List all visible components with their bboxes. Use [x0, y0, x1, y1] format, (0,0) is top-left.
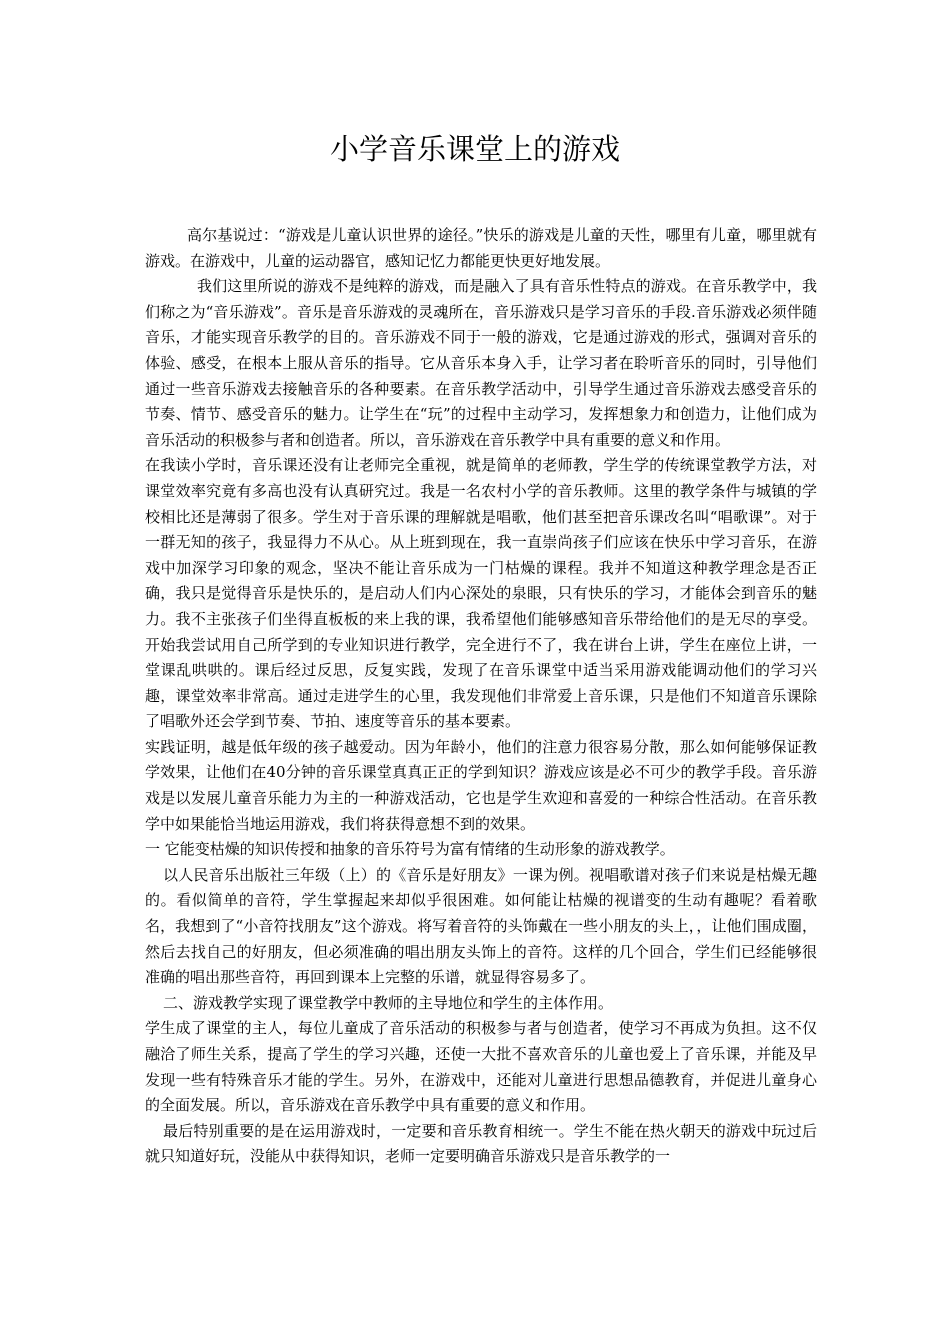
section-heading-1: 一 它能变枯燥的知识传授和抽象的音乐符号为富有情绪的生动形象的游戏教学。: [145, 840, 675, 859]
section-heading-2: 二、游戏教学实现了课堂教学中教师的主导地位和学生的主体作用。: [163, 993, 614, 1012]
paragraph-4: 实践证明，越是低年级的孩子越爱动。因为年龄小，他们的注意力很容易分散，那么如何能够保证教学效果，让他们在40分钟的音乐课堂真真正正的学到知识？游戏应该是必不可少的教学手段。音乐游戏是以发展儿童音乐能力为主的一种游戏活动，它也是学生欢迎和喜爱的一种综合性活动。在音乐教学中如果能恰当地运用游戏，我们将获得意想不到的效果。: [145, 737, 817, 833]
paragraph-6: 学生成了课堂的主人，每位儿童成了音乐活动的积极参与者与创造者，使学习不再成为负担。这不仅融洽了师生关系，提高了学生的学习兴趣，还使一大批不喜欢音乐的儿童也爱上了音乐课，并能及早发现一些有特殊音乐才能的学生。另外，在游戏中，还能对儿童进行思想品德教育，并促进儿童身心的全面发展。所以，音乐游戏在音乐教学中具有重要的意义和作用。: [145, 1019, 817, 1115]
paragraph-1: 高尔基说过：“游戏是儿童认识世界的途径。”快乐的游戏是儿童的天性，哪里有儿童，哪里就有游戏。在游戏中，儿童的运动器官，感知记忆力都能更快更好地发展。: [145, 226, 817, 270]
paragraph-5: 以人民音乐出版社三年级（上）的《音乐是好朋友》一课为例。视唱歌谱对孩子们来说是枯燥无趣的。看似简单的音符，学生掌握起来却似乎很困难。如何能让枯燥的视谱变的生动有趣呢？看着歌名，我想到了“小音符找朋友”这个游戏。将写着音符的头饰戴在一些小朋友的头上，，让他们围成圈，然后去找自己的好朋友，但必须准确的唱出朋友头饰上的音符。这样的几个回合，学生们已经能够很准确的唱出那些音符，再回到课本上完整的乐谱，就显得容易多了。: [145, 865, 817, 987]
paragraph-2: 我们这里所说的游戏不是纯粹的游戏，而是融入了具有音乐性特点的游戏。在音乐教学中，我们称之为“音乐游戏”。音乐是音乐游戏的灵魂所在，音乐游戏只是学习音乐的手段.音乐游戏必须伴随音乐，才能实现音乐教学的目的。音乐游戏不同于一般的游戏，它是通过游戏的形式，强调对音乐的体验、感受，在根本上服从音乐的指导。它从音乐本身入手，让学习者在聆听音乐的同时，引导他们通过一些音乐游戏去接触音乐的各种要素。在音乐教学活动中，引导学生通过音乐游戏去感受音乐的节奏、情节、感受音乐的魅力。让学生在“玩”的过程中主动学习，发挥想象力和创造力，让他们成为音乐活动的积极参与者和创造者。所以，音乐游戏在音乐教学中具有重要的意义和作用。: [145, 277, 817, 449]
paragraph-3: 在我读小学时，音乐课还没有让老师完全重视，就是简单的老师教，学生学的传统课堂教学方法，对课堂效率究竟有多高也没有认真研究过。我是一名农村小学的音乐教师。这里的教学条件与城镇的学校相比还是薄弱了很多。学生对于音乐课的理解就是唱歌，他们甚至把音乐课改名叫“唱歌课”。对于一群无知的孩子，我显得力不从心。从上班到现在，我一直崇尚孩子们应该在快乐中学习音乐，在游戏中加深学习印象的观念，坚决不能让音乐成为一门枯燥的课程。我并不知道这种教学理念是否正确，我只是觉得音乐是快乐的，是启动人们内心深处的泉眼，只有快乐的学习，才能体会到音乐的魅力。我不主张孩子们坐得直板板的来上我的课，我希望他们能够感知音乐带给他们的是无尽的享受。开始我尝试用自己所学到的专业知识进行教学，完全进行不了，我在讲台上讲，学生在座位上讲，一堂课乱哄哄的。课后经过反思，反复实践，发现了在音乐课堂中适当采用游戏能调动他们的学习兴趣，课堂效率非常高。通过走进学生的心里，我发现他们非常爱上音乐课，只是他们不知道音乐课除了唱歌外还会学到节奏、节拍、速度等音乐的基本要素。: [145, 456, 817, 731]
page-title: 小学音乐课堂上的游戏: [329, 132, 620, 166]
paragraph-7: 最后特别重要的是在运用游戏时，一定要和音乐教育相统一。学生不能在热火朝天的游戏中玩过后就只知道好玩，没能从中获得知识，老师一定要明确音乐游戏只是音乐教学的一: [145, 1121, 817, 1166]
document-body: [145, 223, 817, 1170]
